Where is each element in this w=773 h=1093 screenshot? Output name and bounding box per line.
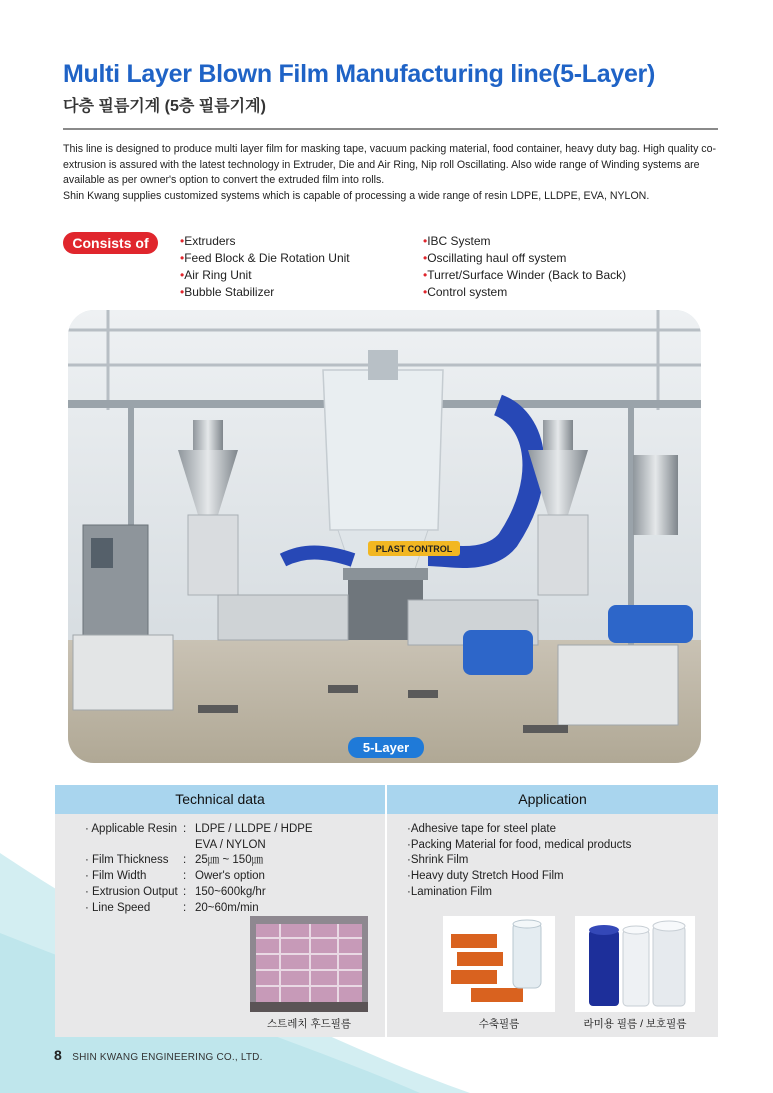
lamination-film-caption: 라미용 필름 / 보호필름 [583,1018,687,1030]
tech-row [85,822,313,838]
application-list [407,822,631,901]
tech-value: Ower's option [195,870,265,883]
page-title: Multi Layer Blown Film Manufacturing line(5-Layer) [63,60,656,88]
tech-label: · Film Width [85,869,183,885]
intro-text [63,142,723,204]
stretch-hood-caption: 스트레치 후드필름 [266,1018,352,1030]
machine-photo [68,310,701,763]
tech-sep: : [183,854,187,867]
page-number: 8 [54,1047,62,1063]
tech-label: · Film Thickness [85,853,183,869]
tech-value: LDPE / LLDPE / HDPE [195,823,313,835]
tech-sep [183,838,195,854]
panel-divider [385,785,387,1037]
tech-sep: : [183,901,187,914]
tech-label: · Line Speed [85,901,183,917]
component-item: • Extruders [180,233,350,250]
technical-data-list [85,822,313,916]
component-item: • IBC System [423,233,626,250]
application-item: · Lamination Film [407,885,631,901]
tech-row [85,885,313,901]
components-list-right [423,233,626,301]
component-item: • Turret/Surface Winder (Back to Back) [423,267,626,284]
consists-of-badge: Consists of [63,232,158,254]
tech-value: 20~60m/min [195,901,259,914]
tech-row [85,869,313,885]
tech-row [85,901,313,917]
intro-paragraph-1: This line is designed to produce multi layer film for masking tape, vacuum packing material, food container, heavy duty bag. High quality co-extrusion is assured with the latest technology in Extruder, Die and Air Ring, Nip roll Oscillating. Also wide range of Winding systems are available as per owner's option to convert the extruded film into rolls. [63,143,717,187]
five-layer-badge: 5-Layer [348,737,424,758]
shrink-film-caption: 수축필름 [478,1018,520,1030]
tech-sep: : [183,885,187,898]
application-header: Application [387,785,718,814]
component-item: • Feed Block & Die Rotation Unit [180,250,350,267]
tech-row [85,853,313,869]
component-item: • Bubble Stabilizer [180,284,350,301]
company-name: SHIN KWANG ENGINEERING CO., LTD. [72,1052,263,1063]
tech-label: · Extrusion Output [85,885,183,901]
tech-row [85,838,313,854]
components-list-left [180,233,350,301]
application-item: · Adhesive tape for steel plate [407,822,631,838]
plast-control-sign: PLAST CONTROL [375,544,453,554]
data-panel [55,785,718,1037]
tech-value: 150~600kg/hr [195,885,266,898]
application-item: · Shrink Film [407,853,631,869]
title-divider [63,128,718,130]
shrink-film-photo [443,916,555,1012]
component-item: • Oscillating haul off system [423,250,626,267]
stretch-hood-photo [250,916,368,1012]
tech-sep: : [183,870,187,883]
component-item: • Control system [423,284,626,301]
page-subtitle: 다층 필름기계 (5층 필름기계) [63,98,266,115]
tech-value: EVA / NYLON [195,838,266,851]
application-item: · Packing Material for food, medical products [407,838,631,854]
page-footer [54,1047,263,1065]
tech-sep: : [183,823,187,835]
technical-data-header: Technical data [55,785,385,814]
intro-paragraph-2: Shin Kwang supplies customized systems which is capable of processing a wide range of resin LDPE, LLDPE, EVA, NYLON. [63,189,650,202]
lamination-film-photo [575,916,695,1012]
application-item: · Heavy duty Stretch Hood Film [407,869,631,885]
tech-value: 25㎛ ~ 150㎛ [195,854,264,867]
tech-label: · Applicable Resin [85,822,183,838]
component-item: • Air Ring Unit [180,267,350,284]
